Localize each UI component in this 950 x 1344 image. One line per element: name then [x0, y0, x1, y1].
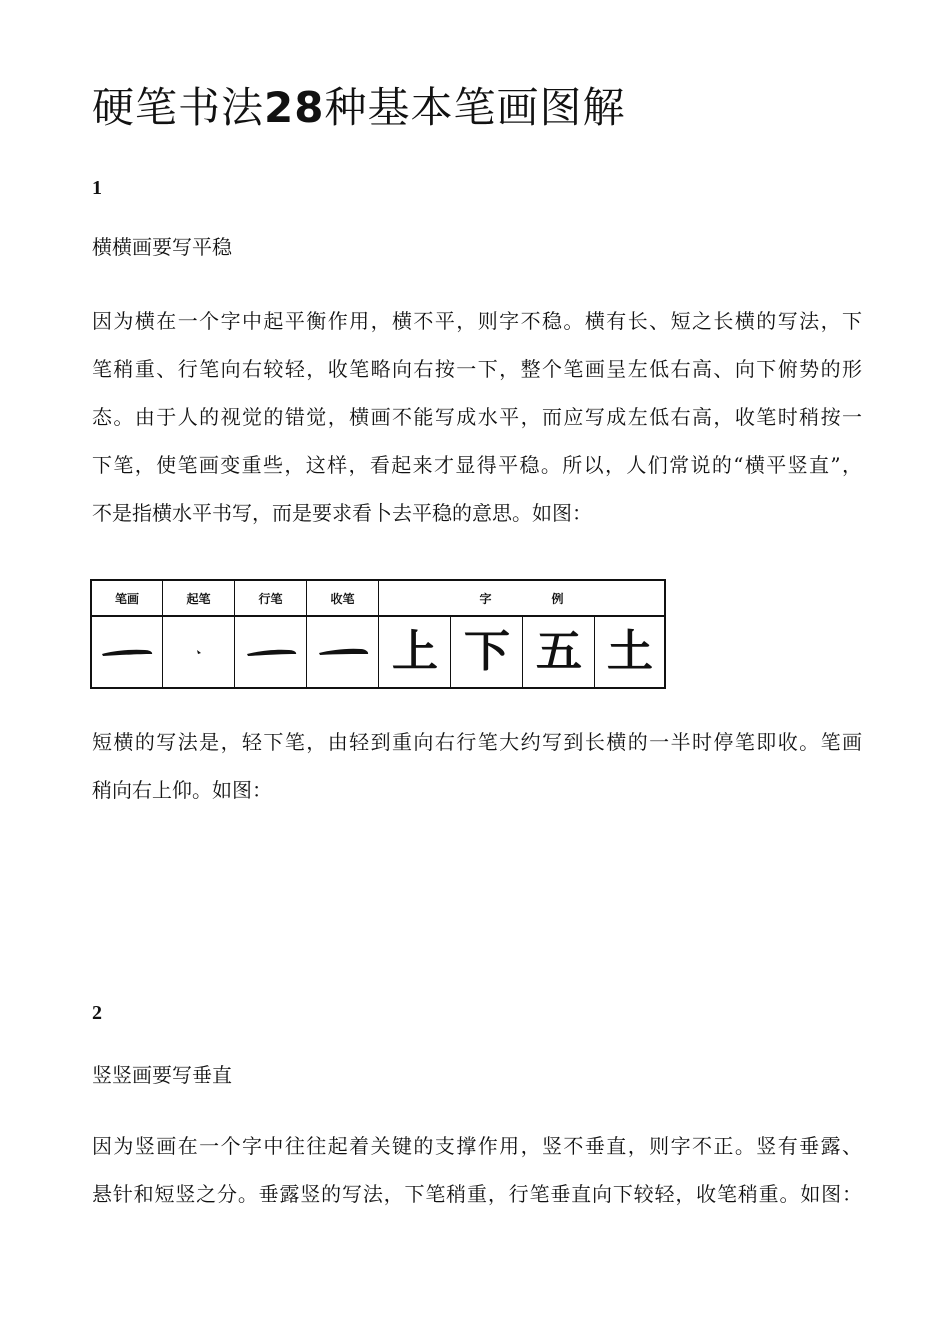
paragraph-line: 稍向右上仰。如图： — [92, 778, 272, 802]
table-header-example-1: 字 — [479, 591, 492, 606]
start-dot-icon — [189, 642, 209, 662]
cell-example-char — [523, 617, 595, 687]
table-header-stroke: 笔画 — [92, 581, 163, 617]
paragraph-line: 下笔，使笔画变重些，这样，看起来才显得平稳。所以，人们常说的“横平竖直”， — [92, 453, 862, 477]
section-2-paragraph — [92, 1122, 862, 1218]
example-char: 下 — [463, 626, 510, 677]
table-header-start: 起笔 — [163, 581, 235, 617]
paragraph-line: 不是指横水平书写，而是要求看卜去平稳的意思。如图： — [92, 501, 592, 525]
example-char: 土 — [606, 626, 653, 677]
cell-example-char — [451, 617, 523, 687]
cell-move-image — [235, 617, 307, 687]
table-header-move: 行笔 — [235, 581, 307, 617]
paragraph-line: 因为横在一个字中起平衡作用，横不平，则字不稳。横有长、短之长横的写法，下 — [92, 309, 862, 333]
table-header-examples — [379, 581, 664, 617]
cell-example-char — [595, 617, 664, 687]
cell-stroke-image — [92, 617, 163, 687]
example-char: 上 — [391, 626, 438, 677]
table-header-end: 收笔 — [307, 581, 379, 617]
horizontal-stroke-icon — [99, 642, 155, 662]
cell-end-image — [307, 617, 379, 687]
end-stroke-icon — [315, 642, 371, 662]
section-1-number: 1 — [92, 177, 102, 199]
section-2-number: 2 — [92, 1002, 102, 1024]
paragraph-line: 短横的写法是，轻下笔，由轻到重向右行笔大约写到长横的一半时停笔即收。笔画 — [92, 730, 862, 754]
title-number: 28 — [264, 83, 325, 132]
stroke-example-table — [90, 579, 666, 689]
table-header-example-2: 例 — [551, 591, 564, 606]
title-suffix: 种基本笔画图解 — [324, 83, 626, 132]
section-1-heading: 横横画要写平稳 — [92, 235, 232, 259]
section-1-short-horizontal-paragraph — [92, 718, 862, 814]
cell-example-char — [379, 617, 451, 687]
page-title — [92, 80, 625, 136]
paragraph-line: 态。由于人的视觉的错觉，横画不能写成水平，而应写成左低右高，收笔时稍按一 — [92, 405, 862, 429]
example-char: 五 — [535, 626, 582, 677]
paragraph-line: 悬针和短竖之分。垂露竖的写法，下笔稍重，行笔垂直向下较轻，收笔稍重。如图： — [92, 1182, 862, 1206]
section-2-heading: 竖竖画要写垂直 — [92, 1063, 232, 1087]
paragraph-line: 笔稍重、行笔向右较轻，收笔略向右按一下，整个笔画呈左低右高、向下俯势的形 — [92, 357, 862, 381]
move-stroke-icon — [243, 642, 299, 662]
section-1-paragraph — [92, 297, 862, 537]
title-prefix: 硬笔书法 — [92, 83, 265, 132]
paragraph-line: 因为竖画在一个字中往往起着关键的支撑作用，竖不垂直，则字不正。竖有垂露、 — [92, 1134, 862, 1158]
cell-start-image — [163, 617, 235, 687]
